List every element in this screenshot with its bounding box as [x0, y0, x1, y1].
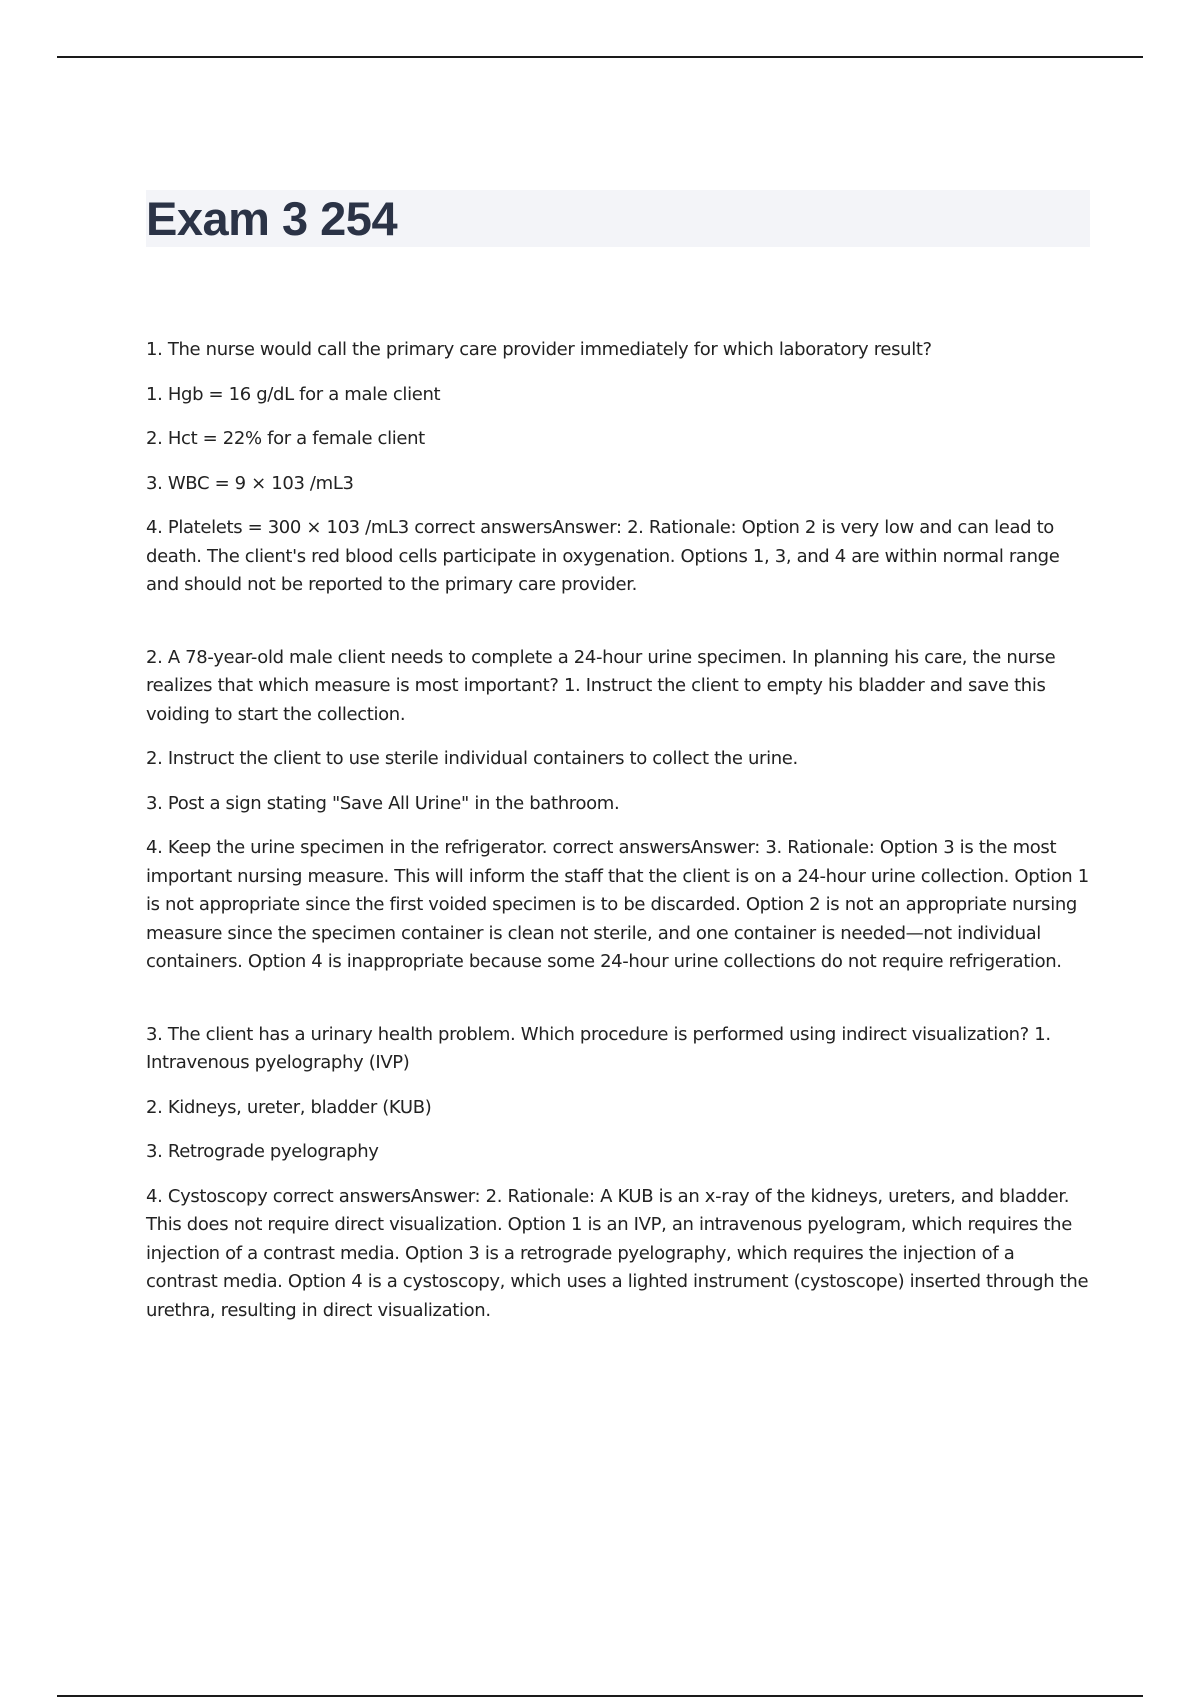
answer-option: 3. Post a sign stating "Save All Urine" in the bathroom.	[146, 792, 620, 814]
question-2	[146, 644, 1090, 977]
question-stem: 2. A 78-year-old male client needs to complete a 24-hour urine specimen. In planning his care, the nurse realizes that which measure is most important? 1. Instruct the client to empty his bladder and save this voiding to start the collection.	[146, 646, 1056, 725]
answer-option: 2. Kidneys, ureter, bladder (KUB)	[146, 1096, 432, 1118]
question-list	[146, 336, 1090, 1325]
answer-option-with-rationale: 4. Cystoscopy correct answersAnswer: 2. Rationale: A KUB is an x-ray of the kidneys, ureters, and bladder. This does not require direct visualization. Option 1 is an IVP, an intravenous pyelogram, which requires the injection of a contrast media. Option 3 is a retrograde pyelography, which requires the injection of a contrast media. Option 4 is a cystoscopy, which uses a lighted instrument (cystoscope) inserted through the urethra, resulting in direct visualization.	[146, 1185, 1089, 1321]
answer-option: 2. Hct = 22% for a female client	[146, 428, 425, 449]
answer-option-with-rationale: 4. Keep the urine specimen in the refrigerator. correct answersAnswer: 3. Rationale: Option 3 is the most important nursing measure. This will inform the staff that the client is on a 24-hour urine collection. Option 1 is not appropriate since the first voided specimen is to be discarded. Option 2 is not an appropriate nursing measure since the specimen container is clean not sterile, and one container is needed—not individual containers. Option 4 is inappropriate because some 24-hour urine collections do not require refrigeration.	[146, 837, 1089, 972]
document-content	[146, 190, 1090, 1369]
answer-option: 3. Retrograde pyelography	[146, 1141, 379, 1162]
answer-option: 3. WBC = 9 × 103 /mL3	[146, 472, 354, 494]
answer-option: 2. Instruct the client to use sterile individual containers to collect the urine.	[146, 748, 798, 769]
question-1	[146, 336, 1090, 600]
question-3	[146, 1021, 1090, 1326]
question-stem: 1. The nurse would call the primary care provider immediately for which laboratory result?	[146, 339, 932, 360]
title-band	[146, 190, 1090, 247]
bottom-rule	[57, 1695, 1143, 1697]
question-stem: 3. The client has a urinary health problem. Which procedure is performed using indirect visualization? 1. Intravenous pyelography (IVP)	[146, 1023, 1051, 1073]
top-rule	[57, 56, 1143, 58]
answer-option-with-rationale: 4. Platelets = 300 × 103 /mL3 correct answersAnswer: 2. Rationale: Option 2 is very low and can lead to death. The client's red blood cells participate in oxygenation. Options 1, 3, and 4 are within normal range and should not be reported to the primary care provider.	[146, 517, 1060, 595]
answer-option: 1. Hgb = 16 g/dL for a male client	[146, 383, 441, 405]
page-title: Exam 3 254	[146, 192, 398, 245]
